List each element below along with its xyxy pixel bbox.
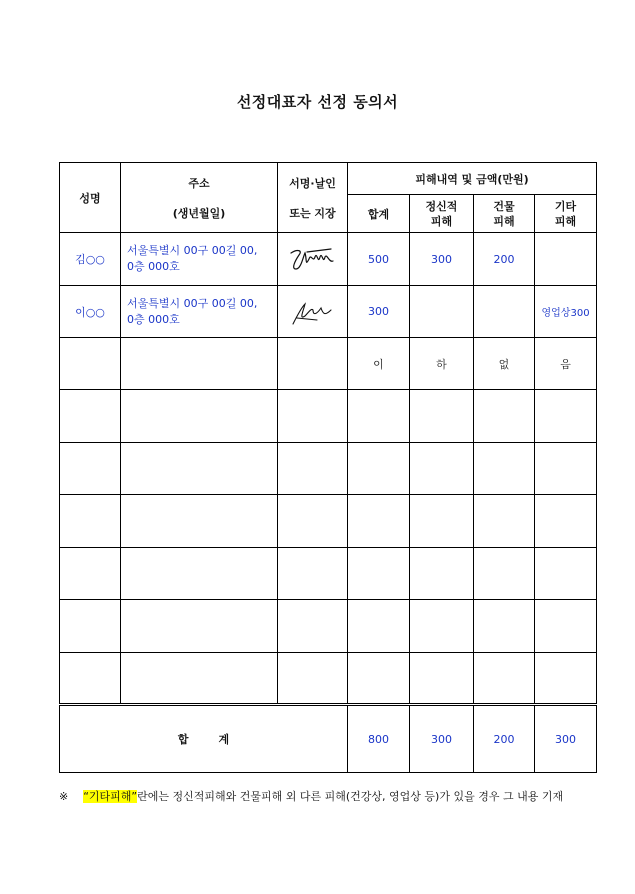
empty-cell [535,548,597,600]
empty-cell [60,548,121,600]
sum-total: 800 [348,705,410,773]
empty-cell [121,390,278,443]
empty-cell [121,443,278,495]
note-text: 란에는 정신적피해와 건물피해 외 다른 피해(건강상, 영업상 등)가 있을 경우 그 내용 기재 [137,790,564,803]
none-char: 하 [410,338,474,390]
row-mental: 300 [410,233,474,286]
row-name: 김○○ [60,233,121,286]
header-other-line2: 피해 [554,214,577,228]
empty-cell [474,390,535,443]
header-building-line2: 피해 [493,214,515,228]
header-mental [410,195,474,233]
sum-other: 300 [535,705,597,773]
row-building [474,286,535,338]
empty-cell [474,495,535,548]
row-address-line2: 0층 000호 [127,312,180,326]
table-row [60,600,597,653]
signature-image [287,243,339,275]
header-other [535,195,597,233]
row-building: 200 [474,233,535,286]
empty-cell [410,495,474,548]
empty-cell [121,548,278,600]
empty-cell [474,600,535,653]
row-other: 영업상300 [535,286,597,338]
row-address-line1: 서울특별시 00구 00길 00, [127,244,258,257]
table-row [60,286,597,338]
empty-cell [60,443,121,495]
empty-cell [278,600,348,653]
empty-cell [474,548,535,600]
empty-cell [60,338,121,390]
header-total: 합계 [348,195,410,233]
empty-cell [535,495,597,548]
empty-cell [121,338,278,390]
empty-cell [535,600,597,653]
empty-cell [348,600,410,653]
header-mental-line1: 정신적 [425,199,458,213]
sum-row [60,705,597,773]
empty-cell [278,495,348,548]
row-total: 500 [348,233,410,286]
empty-cell [278,443,348,495]
signature-cell [278,233,348,286]
header-name: 성명 [60,163,121,233]
empty-cell [121,653,278,705]
empty-cell [348,443,410,495]
empty-cell [410,548,474,600]
empty-cell [474,443,535,495]
empty-cell [278,548,348,600]
empty-cell [474,653,535,705]
none-char: 이 [348,338,410,390]
consent-table [59,162,597,773]
empty-cell [410,653,474,705]
row-address [121,233,278,286]
empty-cell [121,495,278,548]
empty-cell [60,600,121,653]
empty-cell [278,338,348,390]
table-row [60,338,597,390]
table-row [60,390,597,443]
sum-mental: 300 [410,705,474,773]
row-address [121,286,278,338]
header-mental-line2: 피해 [430,214,453,228]
empty-cell [410,390,474,443]
header-other-line1: 기타 [554,199,577,213]
table-row [60,495,597,548]
row-address-line1: 서울특별시 00구 00길 00, [127,296,258,310]
empty-cell [535,653,597,705]
header-building-line1: 건물 [493,199,515,213]
empty-cell [121,600,278,653]
header-signature [278,163,348,233]
document-title: 선정대표자 선정 동의서 [236,93,399,111]
empty-cell [410,443,474,495]
header-sign-line2: 또는 지장 [289,206,336,220]
empty-cell [60,653,121,705]
sum-label: 합계 [60,705,348,773]
row-address-line2: 0층 000호 [127,260,180,273]
empty-cell [535,390,597,443]
empty-cell [348,390,410,443]
empty-cell [410,600,474,653]
signature-image [287,296,339,328]
none-char: 음 [535,338,597,390]
header-address [121,163,278,233]
sum-building: 200 [474,705,535,773]
empty-cell [278,653,348,705]
row-name: 이○○ [60,286,121,338]
empty-cell [278,390,348,443]
row-other [535,233,597,286]
empty-cell [60,495,121,548]
none-char: 없 [474,338,535,390]
note-highlight: “기타피해” [83,790,138,803]
table-row [60,443,597,495]
empty-cell [348,495,410,548]
table-row [60,653,597,705]
note-mark: ※ [59,790,69,803]
row-total: 300 [348,286,410,338]
header-sign-line1: 서명·날인 [289,176,336,190]
header-birth-label: (생년월일) [172,206,226,220]
signature-cell [278,286,348,338]
footnote [59,788,619,804]
empty-cell [535,443,597,495]
empty-cell [348,653,410,705]
header-damage-group: 피해내역 및 금액(만원) [348,163,597,195]
table-row [60,233,597,286]
header-building [474,195,535,233]
empty-cell [348,548,410,600]
row-mental [410,286,474,338]
header-address-label: 주소 [188,176,210,190]
empty-cell [60,390,121,443]
table-row [60,548,597,600]
